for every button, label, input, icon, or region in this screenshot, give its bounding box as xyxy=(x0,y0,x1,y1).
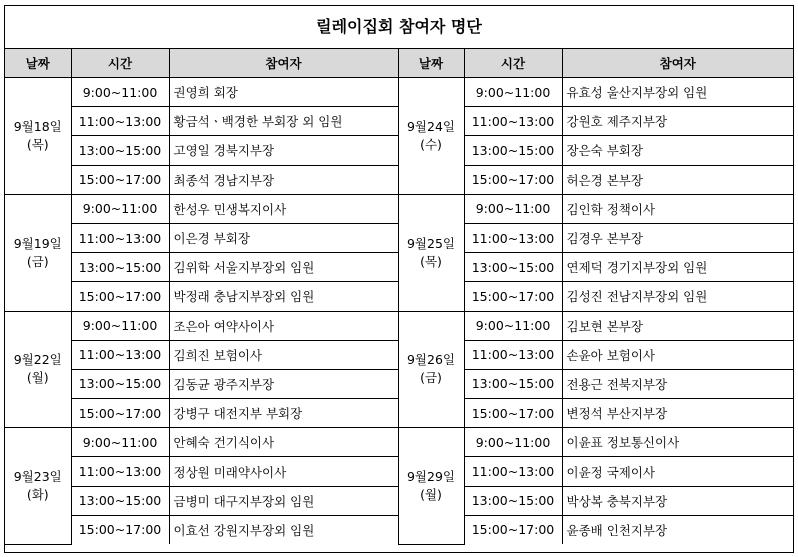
time-cell: 9:00~11:00 xyxy=(71,428,169,457)
date-label: 9월22일 xyxy=(13,352,62,368)
time-cell: 9:00~11:00 xyxy=(71,78,169,107)
date-label: 9월23일 xyxy=(13,468,62,484)
date-cell xyxy=(398,311,464,428)
time-cell: 11:00~13:00 xyxy=(464,457,562,486)
participant-cell: 안혜숙 건기식이사 xyxy=(169,428,398,457)
header-participant: 참여자 xyxy=(169,49,398,78)
weekday-label: (수) xyxy=(420,136,442,152)
time-cell: 15:00~17:00 xyxy=(464,399,562,428)
participant-cell: 김동균 광주지부장 xyxy=(169,369,398,398)
time-cell: 15:00~17:00 xyxy=(464,282,562,311)
table-row xyxy=(5,194,793,223)
participant-cell: 김인학 정책이사 xyxy=(562,194,793,223)
participant-cell: 황금석ㆍ백경한 부회장 외 임원 xyxy=(169,107,398,136)
participant-cell: 이윤정 국제이사 xyxy=(562,457,793,486)
participant-cell: 권영희 회장 xyxy=(169,78,398,107)
time-cell: 9:00~11:00 xyxy=(464,428,562,457)
time-cell: 11:00~13:00 xyxy=(71,457,169,486)
participant-cell: 금병미 대구지부장외 임원 xyxy=(169,486,398,515)
date-label: 9월29일 xyxy=(406,468,455,484)
date-label: 9월26일 xyxy=(406,352,455,368)
weekday-label: (목) xyxy=(420,253,442,269)
participant-cell: 김성진 전남지부장외 임원 xyxy=(562,282,793,311)
participant-cell: 장은숙 부회장 xyxy=(562,136,793,165)
time-cell: 15:00~17:00 xyxy=(464,165,562,194)
time-cell: 11:00~13:00 xyxy=(71,107,169,136)
time-cell: 15:00~17:00 xyxy=(71,515,169,544)
participant-list-sheet xyxy=(4,5,794,553)
participant-cell: 김위학 서울지부장외 임원 xyxy=(169,253,398,282)
date-label: 9월18일 xyxy=(13,118,62,134)
time-cell: 13:00~15:00 xyxy=(464,369,562,398)
participant-cell: 박상복 충북지부장 xyxy=(562,486,793,515)
time-cell: 13:00~15:00 xyxy=(71,369,169,398)
date-label: 9월24일 xyxy=(406,118,455,134)
header-row xyxy=(5,49,793,78)
time-cell: 15:00~17:00 xyxy=(464,515,562,544)
weekday-label: (금) xyxy=(420,370,442,386)
time-cell: 11:00~13:00 xyxy=(464,223,562,252)
time-cell: 15:00~17:00 xyxy=(71,399,169,428)
time-cell: 9:00~11:00 xyxy=(464,311,562,340)
time-cell: 11:00~13:00 xyxy=(464,107,562,136)
table-row xyxy=(5,78,793,107)
participant-cell: 조은아 여약사이사 xyxy=(169,311,398,340)
participant-cell: 김희진 보험이사 xyxy=(169,340,398,369)
time-cell: 13:00~15:00 xyxy=(464,253,562,282)
header-date: 날짜 xyxy=(398,49,464,78)
table-row xyxy=(5,311,793,340)
participant-cell: 유효성 울산지부장외 임원 xyxy=(562,78,793,107)
participant-cell: 박정래 충남지부장외 임원 xyxy=(169,282,398,311)
participant-cell: 김보현 본부장 xyxy=(562,311,793,340)
participant-cell: 윤종배 인천지부장 xyxy=(562,515,793,544)
time-cell: 9:00~11:00 xyxy=(464,78,562,107)
participant-cell: 강원호 제주지부장 xyxy=(562,107,793,136)
participant-cell: 한성우 민생복지이사 xyxy=(169,194,398,223)
date-cell xyxy=(398,78,464,195)
participant-cell: 정상원 미래약사이사 xyxy=(169,457,398,486)
time-cell: 15:00~17:00 xyxy=(71,282,169,311)
date-cell xyxy=(5,194,71,311)
participant-cell: 이은경 부회장 xyxy=(169,223,398,252)
participant-cell: 연제덕 경기지부장외 임원 xyxy=(562,253,793,282)
time-cell: 11:00~13:00 xyxy=(464,340,562,369)
weekday-label: (금) xyxy=(26,253,49,269)
time-cell: 13:00~15:00 xyxy=(464,136,562,165)
date-label: 9월19일 xyxy=(13,235,62,251)
schedule-table xyxy=(5,49,793,545)
time-cell: 13:00~15:00 xyxy=(71,253,169,282)
header-participant: 참여자 xyxy=(562,49,793,78)
time-cell: 13:00~15:00 xyxy=(71,486,169,515)
weekday-label: (월) xyxy=(420,486,442,502)
time-cell: 13:00~15:00 xyxy=(464,486,562,515)
time-cell: 9:00~11:00 xyxy=(71,311,169,340)
time-cell: 11:00~13:00 xyxy=(71,223,169,252)
participant-cell: 최종석 경남지부장 xyxy=(169,165,398,194)
participant-cell: 이윤표 정보통신이사 xyxy=(562,428,793,457)
time-cell: 11:00~13:00 xyxy=(71,340,169,369)
header-time: 시간 xyxy=(464,49,562,78)
participant-cell: 강병구 대전지부 부회장 xyxy=(169,399,398,428)
date-cell xyxy=(398,194,464,311)
sheet-title: 릴레이집회 참여자 명단 xyxy=(5,6,793,49)
participant-cell: 전용근 전북지부장 xyxy=(562,369,793,398)
date-cell xyxy=(5,428,71,544)
date-cell xyxy=(398,428,464,544)
weekday-label: (화) xyxy=(26,486,49,502)
time-cell: 13:00~15:00 xyxy=(71,136,169,165)
participant-cell: 변정석 부산지부장 xyxy=(562,399,793,428)
participant-cell: 이효선 강원지부장외 임원 xyxy=(169,515,398,544)
participant-cell: 고영일 경북지부장 xyxy=(169,136,398,165)
date-cell xyxy=(5,311,71,428)
date-cell xyxy=(5,78,71,195)
time-cell: 9:00~11:00 xyxy=(464,194,562,223)
header-date: 날짜 xyxy=(5,49,71,78)
time-cell: 9:00~11:00 xyxy=(71,194,169,223)
participant-cell: 김경우 본부장 xyxy=(562,223,793,252)
date-label: 9월25일 xyxy=(406,235,455,251)
weekday-label: (목) xyxy=(26,136,49,152)
header-time: 시간 xyxy=(71,49,169,78)
participant-cell: 허은경 본부장 xyxy=(562,165,793,194)
participant-cell: 손윤아 보험이사 xyxy=(562,340,793,369)
weekday-label: (월) xyxy=(26,370,49,386)
time-cell: 15:00~17:00 xyxy=(71,165,169,194)
table-row xyxy=(5,428,793,457)
